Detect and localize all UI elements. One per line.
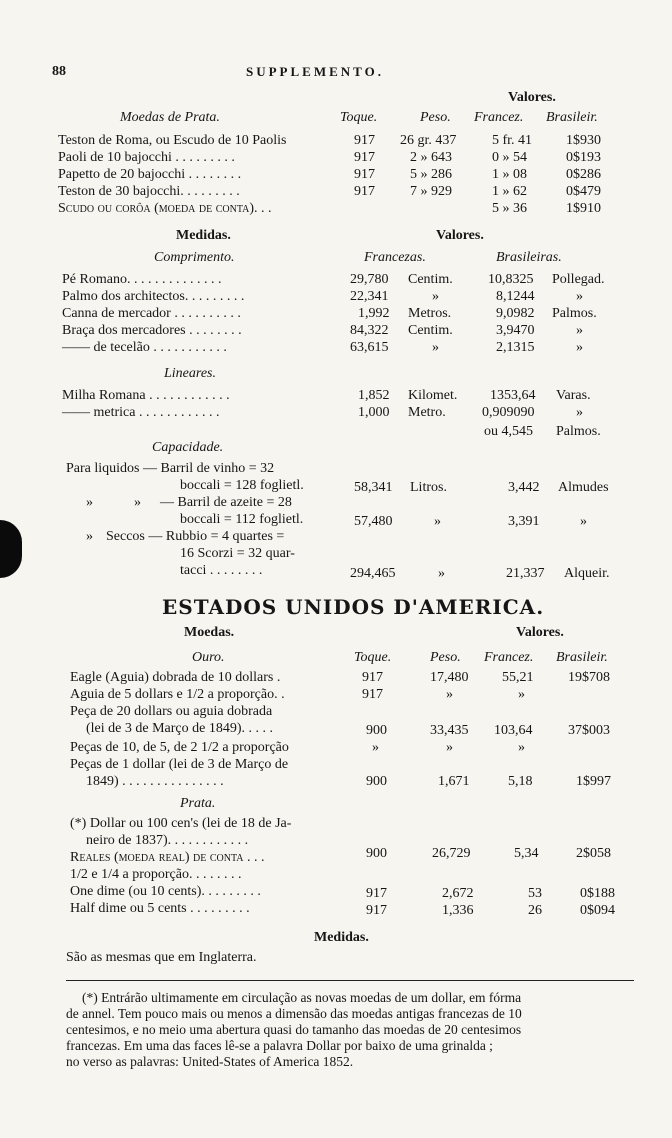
col-francezas: Francezas.	[364, 250, 426, 265]
measure-fr-value: 22,341	[350, 289, 389, 304]
measure-fr-unit: »	[432, 289, 439, 304]
linear-heading: Lineares.	[164, 366, 216, 381]
coin-toque: 917	[366, 886, 387, 901]
capacity-ditto: »	[134, 495, 141, 510]
section-title: ESTADOS UNIDOS D'AMERICA.	[162, 595, 545, 619]
coin-name: Half dime ou 5 cents . . . . . . . . .	[70, 901, 250, 916]
coin-brasileiro: 0$193	[566, 150, 601, 165]
gold-heading: Ouro.	[192, 650, 225, 665]
capacity-br-unit: Alqueir.	[564, 566, 610, 581]
coin-toque: 917	[362, 687, 383, 702]
measure-br-unit: Varas.	[556, 388, 591, 403]
capacity-fr-value: 294,465	[350, 566, 396, 581]
capacity-fr-unit: »	[434, 514, 441, 529]
footnote-line: de annel. Tem pouco mais ou menos a dimensão das moedas antigas francezas de 10	[66, 1006, 522, 1021]
measure-br-unit: »	[576, 405, 583, 420]
col-brasileiro: Brasileir.	[546, 110, 598, 125]
measure-name: Pé Romano. . . . . . . . . . . . . .	[62, 272, 222, 287]
capacity-fr-value: 57,480	[354, 514, 393, 529]
measure-br-unit: Pollegad.	[552, 272, 605, 287]
coin-toque: 900	[366, 846, 387, 861]
measure-name: Milha Romana . . . . . . . . . . . .	[62, 388, 230, 403]
measure-name: —— metrica . . . . . . . . . . . .	[62, 405, 220, 420]
coin-toque: 917	[354, 133, 375, 148]
coin-name-cont: neiro de 1837). . . . . . . . . . . .	[86, 833, 249, 848]
coin-name: (*) Dollar ou 100 cen's (lei de 18 de Ja-	[70, 816, 292, 831]
coin-francez: »	[518, 740, 525, 755]
coin-peso: »	[446, 740, 453, 755]
measure-br-value: 2,1315	[496, 340, 535, 355]
coin-name-cont: 1849) . . . . . . . . . . . . . . .	[86, 774, 224, 789]
measure-br-value: 0,909090	[482, 405, 535, 420]
coin-francez: 5,34	[514, 846, 539, 861]
footnote-line: francezas. Em uma das faces lê-se a palavra Dollar por baixo de uma grinalda ;	[66, 1038, 493, 1053]
coin-name: Teston de Roma, ou Escudo de 10 Paolis	[58, 133, 287, 148]
measure-br-unit: »	[576, 289, 583, 304]
col-peso: Peso.	[430, 650, 461, 665]
coin-name: Aguia de 5 dollars e 1/2 a proporção. .	[70, 687, 285, 702]
measure-fr-unit: Metros.	[408, 306, 452, 321]
coin-brasileiro: 19$708	[568, 670, 610, 685]
capacity-ditto: »	[86, 529, 93, 544]
length-heading: Comprimento.	[154, 250, 235, 265]
coin-francez: 1 » 08	[492, 167, 527, 182]
usa-measures-heading: Medidas.	[314, 930, 369, 945]
coin-peso: »	[446, 687, 453, 702]
capacity-heading: Capacidade.	[152, 440, 224, 455]
capacity-br-value: 21,337	[506, 566, 545, 581]
capacity-fr-unit: Litros.	[410, 480, 447, 495]
capacity-line: boccali = 128 foglietl.	[180, 478, 304, 493]
coin-peso: 7 » 929	[410, 184, 452, 199]
capacity-br-unit: »	[580, 514, 587, 529]
coin-francez: 5 fr. 41	[492, 133, 533, 148]
measure-fr-value: 1,992	[358, 306, 390, 321]
coin-brasileiro: 0$479	[566, 184, 601, 199]
coin-francez: 103,64	[494, 723, 533, 738]
measure-fr-value: 29,780	[350, 272, 389, 287]
col-brasileiro: Brasileir.	[556, 650, 608, 665]
capacity-br-unit: Almudes	[558, 480, 609, 495]
col-toque: Toque.	[340, 110, 378, 125]
scan-blot	[0, 520, 22, 578]
coin-brasileiro: 1$910	[566, 201, 601, 216]
measure-br-unit: Palmos.	[552, 306, 597, 321]
col-francez: Francez.	[474, 110, 524, 125]
coin-name: Teston de 30 bajocchi. . . . . . . . .	[58, 184, 240, 199]
coins-heading: Moedas de Prata.	[120, 110, 220, 125]
coin-francez: 26	[528, 903, 542, 918]
measure-fr-unit: Kilomet.	[408, 388, 458, 403]
col-toque: Toque.	[354, 650, 392, 665]
measure-fr-value: 84,322	[350, 323, 389, 338]
coin-name: Peças de 10, de 5, de 2 1/2 a proporção	[70, 740, 289, 755]
page-number: 88	[52, 64, 66, 79]
coin-francez: 5,18	[508, 774, 533, 789]
coin-brasileiro: 0$188	[580, 886, 615, 901]
measure-br-value: 9,0982	[496, 306, 535, 321]
coin-peso: 26,729	[432, 846, 471, 861]
running-title: SUPPLEMENTO.	[246, 64, 384, 79]
coin-toque: »	[372, 740, 379, 755]
measure-br-value: 1353,64	[490, 388, 536, 403]
coin-brasileiro: 2$058	[576, 846, 611, 861]
footnote-rule	[66, 980, 634, 981]
measure-br-value: 10,8325	[488, 272, 534, 287]
capacity-br-value: 3,391	[508, 514, 540, 529]
coin-toque: 917	[366, 903, 387, 918]
coin-name: Reales (moeda real) de conta . . .	[70, 850, 265, 865]
usa-measures-text: São as mesmas que em Inglaterra.	[66, 950, 257, 965]
measure-br-value: 3,9470	[496, 323, 535, 338]
coin-francez: 55,21	[502, 670, 534, 685]
coin-name: 1/2 e 1/4 a proporção. . . . . . . .	[70, 867, 242, 882]
coin-name: Peça de 20 dollars ou aguia dobrada	[70, 704, 273, 719]
measure-fr-unit: Centim.	[408, 323, 453, 338]
capacity-line: Para liquidos — Barril de vinho = 32	[66, 461, 275, 476]
footnote-line: no verso as palavras: United-States of America 1852.	[66, 1054, 354, 1069]
usa-coins-heading: Moedas.	[184, 625, 235, 640]
coin-toque: 900	[366, 723, 387, 738]
measure-name: Braça dos mercadores . . . . . . . .	[62, 323, 242, 338]
measure-fr-value: 1,000	[358, 405, 390, 420]
coin-peso: 2,672	[442, 886, 474, 901]
values-label: Valores.	[508, 90, 556, 105]
capacity-fr-unit: »	[438, 566, 445, 581]
coin-name: Papetto de 20 bajocchi . . . . . . . .	[58, 167, 242, 182]
measure-fr-value: 1,852	[358, 388, 390, 403]
coin-francez: 1 » 62	[492, 184, 527, 199]
coin-toque: 900	[366, 774, 387, 789]
capacity-line: 16 Scorzi = 32 quar-	[180, 546, 295, 561]
coin-name-cont: (lei de 3 de Março de 1849). . . . .	[86, 721, 273, 736]
measures-heading: Medidas.	[176, 228, 231, 243]
coin-peso: 17,480	[430, 670, 469, 685]
measure-name: Palmo dos architectos. . . . . . . . .	[62, 289, 245, 304]
measure-br-value: 8,1244	[496, 289, 535, 304]
measure-fr-unit: Metro.	[408, 405, 446, 420]
measure-name: —— de tecelão . . . . . . . . . . .	[62, 340, 227, 355]
measure-fr-value: 63,615	[350, 340, 389, 355]
measure-br-unit: Palmos.	[556, 424, 601, 439]
coin-brasileiro: 1$930	[566, 133, 601, 148]
coin-toque: 917	[354, 184, 375, 199]
coin-peso: 1,671	[438, 774, 470, 789]
coin-peso: 5 » 286	[410, 167, 452, 182]
coin-brasileiro: 0$286	[566, 167, 601, 182]
coin-brasileiro: 37$003	[568, 723, 610, 738]
capacity-line: boccali = 112 foglietl.	[180, 512, 304, 527]
capacity-line: — Barril de azeite = 28	[160, 495, 292, 510]
capacity-br-value: 3,442	[508, 480, 540, 495]
capacity-line: Seccos — Rubbio = 4 quartes =	[106, 529, 285, 544]
measure-br-unit: »	[576, 340, 583, 355]
capacity-ditto: »	[86, 495, 93, 510]
col-francez: Francez.	[484, 650, 534, 665]
measure-br-unit: »	[576, 323, 583, 338]
coin-francez: 53	[528, 886, 542, 901]
coin-name: Peças de 1 dollar (lei de 3 de Março de	[70, 757, 289, 772]
silver-heading: Prata.	[180, 796, 216, 811]
coin-toque: 917	[354, 167, 375, 182]
coin-name: Scudo ou corôa (moeda de conta). . .	[58, 201, 272, 216]
measure-fr-unit: Centim.	[408, 272, 453, 287]
capacity-fr-value: 58,341	[354, 480, 393, 495]
measure-fr-unit: »	[432, 340, 439, 355]
footnote-line: centesimos, e no meio uma abertura quasi do tamanho das moedas de 20 centesimos	[66, 1022, 522, 1037]
col-brasileiras: Brasileiras.	[496, 250, 562, 265]
coin-peso: 2 » 643	[410, 150, 452, 165]
coin-francez: 5 » 36	[492, 201, 527, 216]
coin-peso: 26 gr. 437	[400, 133, 457, 148]
coin-brasileiro: 1$997	[576, 774, 611, 789]
coin-toque: 917	[354, 150, 375, 165]
coin-name: One dime (ou 10 cents). . . . . . . . .	[70, 884, 261, 899]
coin-francez: »	[518, 687, 525, 702]
coin-brasileiro: 0$094	[580, 903, 615, 918]
coin-francez: 0 » 54	[492, 150, 527, 165]
usa-values-label: Valores.	[516, 625, 564, 640]
coin-name: Paoli de 10 bajocchi . . . . . . . . .	[58, 150, 235, 165]
measures-values-label: Valores.	[436, 228, 484, 243]
capacity-line: tacci . . . . . . . .	[180, 563, 263, 578]
coin-toque: 917	[362, 670, 383, 685]
measure-br-value: ou 4,545	[484, 424, 533, 439]
coin-peso: 33,435	[430, 723, 469, 738]
coin-peso: 1,336	[442, 903, 474, 918]
col-peso: Peso.	[420, 110, 451, 125]
measure-name: Canna de mercador . . . . . . . . . .	[62, 306, 241, 321]
footnote-line: (*) Entrárão ultimamente em circulação as novas moedas de um dollar, em fórma	[82, 990, 522, 1005]
coin-name: Eagle (Aguia) dobrada de 10 dollars .	[70, 670, 281, 685]
